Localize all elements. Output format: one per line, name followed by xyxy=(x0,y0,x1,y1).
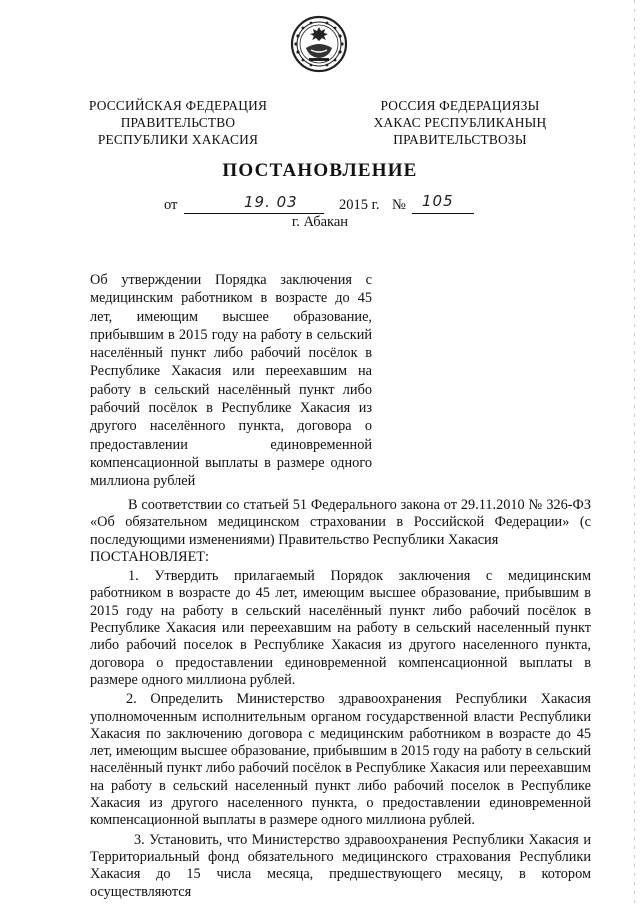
header-russian xyxy=(78,97,278,148)
coat-of-arms-emblem xyxy=(289,14,349,74)
document-body xyxy=(90,497,591,901)
scan-edge-marks xyxy=(634,0,635,905)
header-line: РОССИЙСКАЯ ФЕДЕРАЦИЯ xyxy=(88,98,268,113)
decree-word: ПОСТАНОВЛЯЕТ: xyxy=(90,548,210,565)
preamble-paragraph: В соответствии со статьей 51 Федерального закона от 29.11.2010 № 326-ФЗ «Об обязательном медицинском страховании в Российской Федерации» (с последующими изменениями) Правительство Республики Хакасия xyxy=(90,497,591,548)
date-from-label: от xyxy=(164,197,178,213)
city-name: г. Абакан xyxy=(291,214,349,230)
date-year: 2015 г. xyxy=(339,197,380,213)
header-line: ПРАВИТЕЛЬСТВО xyxy=(120,115,236,130)
header-line: ПРАВИТЕЛЬСТВОЗЫ xyxy=(393,132,527,147)
handwritten-date: 19. 03 xyxy=(244,193,298,211)
header-line: ХАКАС РЕСПУБЛИКАНЫҢ xyxy=(373,115,547,130)
number-label: № xyxy=(392,197,406,213)
paragraph-2: 2. Определить Министерство здравоохранения Республики Хакасия уполномоченным исполнительным органом государственной власти Республики Хакасия по заключению договора с медицинским работником в возрасте до 45 лет, имеющим высшее образование, прибывшим в 2015 году на работу в сельский населённый пункт либо рабочий посёлок в Республике Хакасия или переехавшим на работу в сельский населенный пункт либо рабочий поселок в Республике Хакасия из другого населенного пункта, о предоставлении единовременной компенсационной выплаты в размере одного миллиона рублей. xyxy=(90,691,591,829)
paragraph-3: 3. Установить, что Министерство здравоохранения Республики Хакасия и Территориальный фонд обязательного медицинского страхования Республики Хакасия до 15 числа месяца, предшествующего месяцу, в котором осуществляются xyxy=(90,831,591,900)
header-line: РОССИЯ ФЕДЕРАЦИЯЗЫ xyxy=(380,98,540,113)
header-line: РЕСПУБЛИКИ ХАКАСИЯ xyxy=(97,132,259,147)
document-title: ПОСТАНОВЛЕНИЕ xyxy=(222,160,418,181)
header-khakas xyxy=(360,97,560,148)
document-subject: Об утверждении Порядка заключения с медицинским работником в возрасте до 45 лет, имеющим высшее образование, прибывшим в 2015 году на работу в сельский населённый пункт либо рабочий посёлок в Республике Хакасия или переехавшим на работу в сельский населённый пункт либо рабочий посёлок в Республике Хакасия из другого населённого пункта, договора о предоставлении единовременной компенсационной выплаты в размере одного миллиона рублей xyxy=(90,272,372,490)
paragraph-1: 1. Утвердить прилагаемый Порядок заключения с медицинским работником в возрасте до 45 лет, имеющим высшее образование, прибывшим в 2015 году на работу в сельский населённый пункт либо рабочий посёлок в Республике Хакасия или переехавшим на работу в сельский населенный пункт либо рабочий поселок в Республике Хакасия из другого населенного пункта, договора о предоставлении единовременной компенсационной выплаты в размере одного миллиона рублей. xyxy=(90,568,591,688)
handwritten-number: 105 xyxy=(422,192,454,210)
